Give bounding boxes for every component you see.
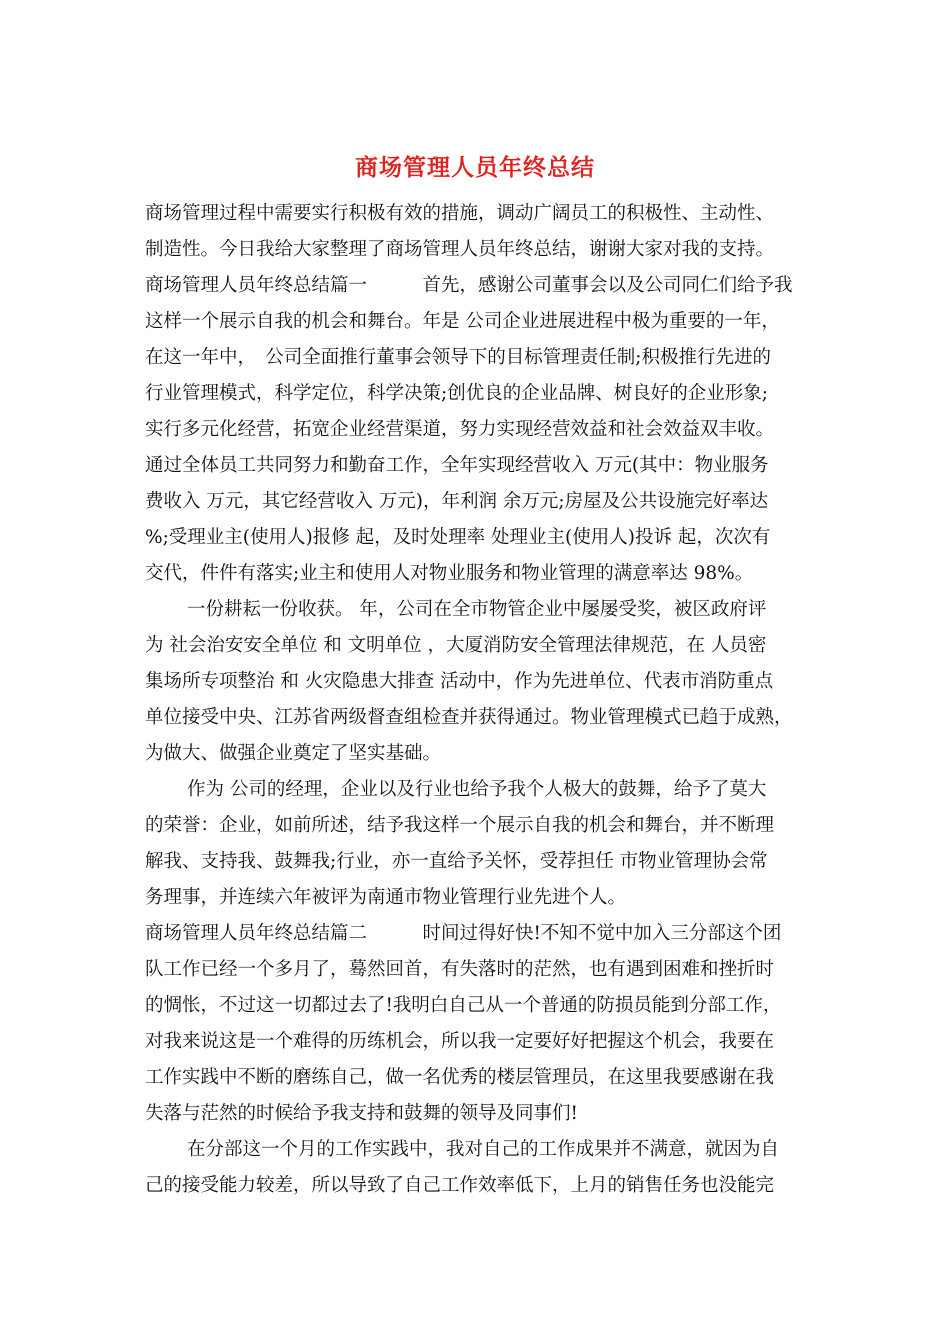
text-line: 己的接受能力较差，所以导致了自己工作效率低下，上月的销售任务也没能完 bbox=[145, 1175, 775, 1196]
text-line: 的荣誉：企业，如前所述，结予我这样一个展示自我的机会和舞台，并不断理 bbox=[145, 815, 775, 836]
text-line: 为 社会治安安全单位 和 文明单位 ，大厦消防安全管理法律规范，在 人员密 bbox=[145, 635, 767, 656]
text-line: 在这一年中， 公司全面推行董事会领导下的目标管理责任制;积极推行先进的 bbox=[145, 347, 771, 368]
text-line: 队工作已经一个多月了，蓦然回首，有失落时的茫然，也有遇到困难和挫折时 bbox=[145, 959, 775, 980]
text-line: 商场管理过程中需要实行积极有效的措施，调动广阔员工的积极性、主动性、 bbox=[145, 203, 775, 224]
text-line: 集场所专项整治 和 火灾隐患大排查 活动中，作为先进单位、代表市消防重点 bbox=[145, 671, 774, 692]
text-line: 通过全体员工共同努力和勤奋工作，全年实现经营收入 万元(其中：物业服务 bbox=[145, 455, 769, 476]
text-line: 制造性。今日我给大家整理了商场管理人员年终总结，谢谢大家对我的支持。 bbox=[145, 239, 775, 260]
text-line: 交代，件件有落实;业主和使用人对物业服务和物业管理的满意率达 98%。 bbox=[145, 563, 754, 584]
text-line: 商场管理人员年终总结篇二 时间过得好快!不知不觉中加入三分部这个团 bbox=[145, 923, 782, 944]
text-line: 失落与茫然的时候给予我支持和鼓舞的领导及同事们! bbox=[145, 1103, 578, 1124]
text-line: 为做大、做强企业奠定了坚实基础。 bbox=[145, 743, 442, 764]
text-line: 费收入 万元，其它经营收入 万元)，年利润 余万元;房屋及公共设施完好率达 bbox=[145, 491, 769, 512]
text-line: 单位接受中央、江苏省两级督查组检查并获得通过。物业管理模式已趋于成熟， bbox=[145, 707, 793, 728]
text-line: 这样一个展示自我的机会和舞台。年是 公司企业进展进程中极为重要的一年， bbox=[145, 311, 780, 332]
text-line: 工作实践中不断的磨练自己，做一名优秀的楼层管理员，在这里我要感谢在我 bbox=[145, 1067, 775, 1088]
text-line: 在分部这一个月的工作实践中，我对自己的工作成果并不满意，就因为自 bbox=[187, 1139, 780, 1160]
document-body bbox=[145, 196, 805, 1204]
text-line: 行业管理模式，科学定位，科学决策;创优良的企业品牌、树良好的企业形象; bbox=[145, 383, 768, 404]
document-title: 商场管理人员年终总结 bbox=[355, 154, 595, 181]
text-line: 商场管理人员年终总结篇一 首先，感谢公司董事会以及公司同仁们给予我 bbox=[145, 275, 793, 296]
text-line: 对我来说这是一个难得的历练机会，所以我一定要好好把握这个机会，我要在 bbox=[145, 1031, 775, 1052]
text-line: 解我、支持我、鼓舞我;行业，亦一直给予关怀，受荐担任 市物业管理协会常 bbox=[145, 851, 768, 872]
text-line: 实行多元化经营，拓宽企业经营渠道，努力实现经营效益和社会效益双丰收。 bbox=[145, 419, 775, 440]
text-line: %;受理业主(使用人)报修 起，及时处理率 处理业主(使用人)投诉 起，次次有 bbox=[145, 527, 771, 548]
text-line: 一份耕耘一份收获。 年，公司在全市物管企业中屡屡受奖，被区政府评 bbox=[187, 599, 767, 620]
text-line: 的惆怅，不过这一切都过去了!我明白自己从一个普通的防损员能到分部工作， bbox=[145, 995, 782, 1016]
text-line: 务理事，并连续六年被评为南通市物业管理行业先进个人。 bbox=[145, 887, 627, 908]
text-line: 作为 公司的经理，企业以及行业也给予我个人极大的鼓舞，给予了莫大 bbox=[187, 779, 767, 800]
